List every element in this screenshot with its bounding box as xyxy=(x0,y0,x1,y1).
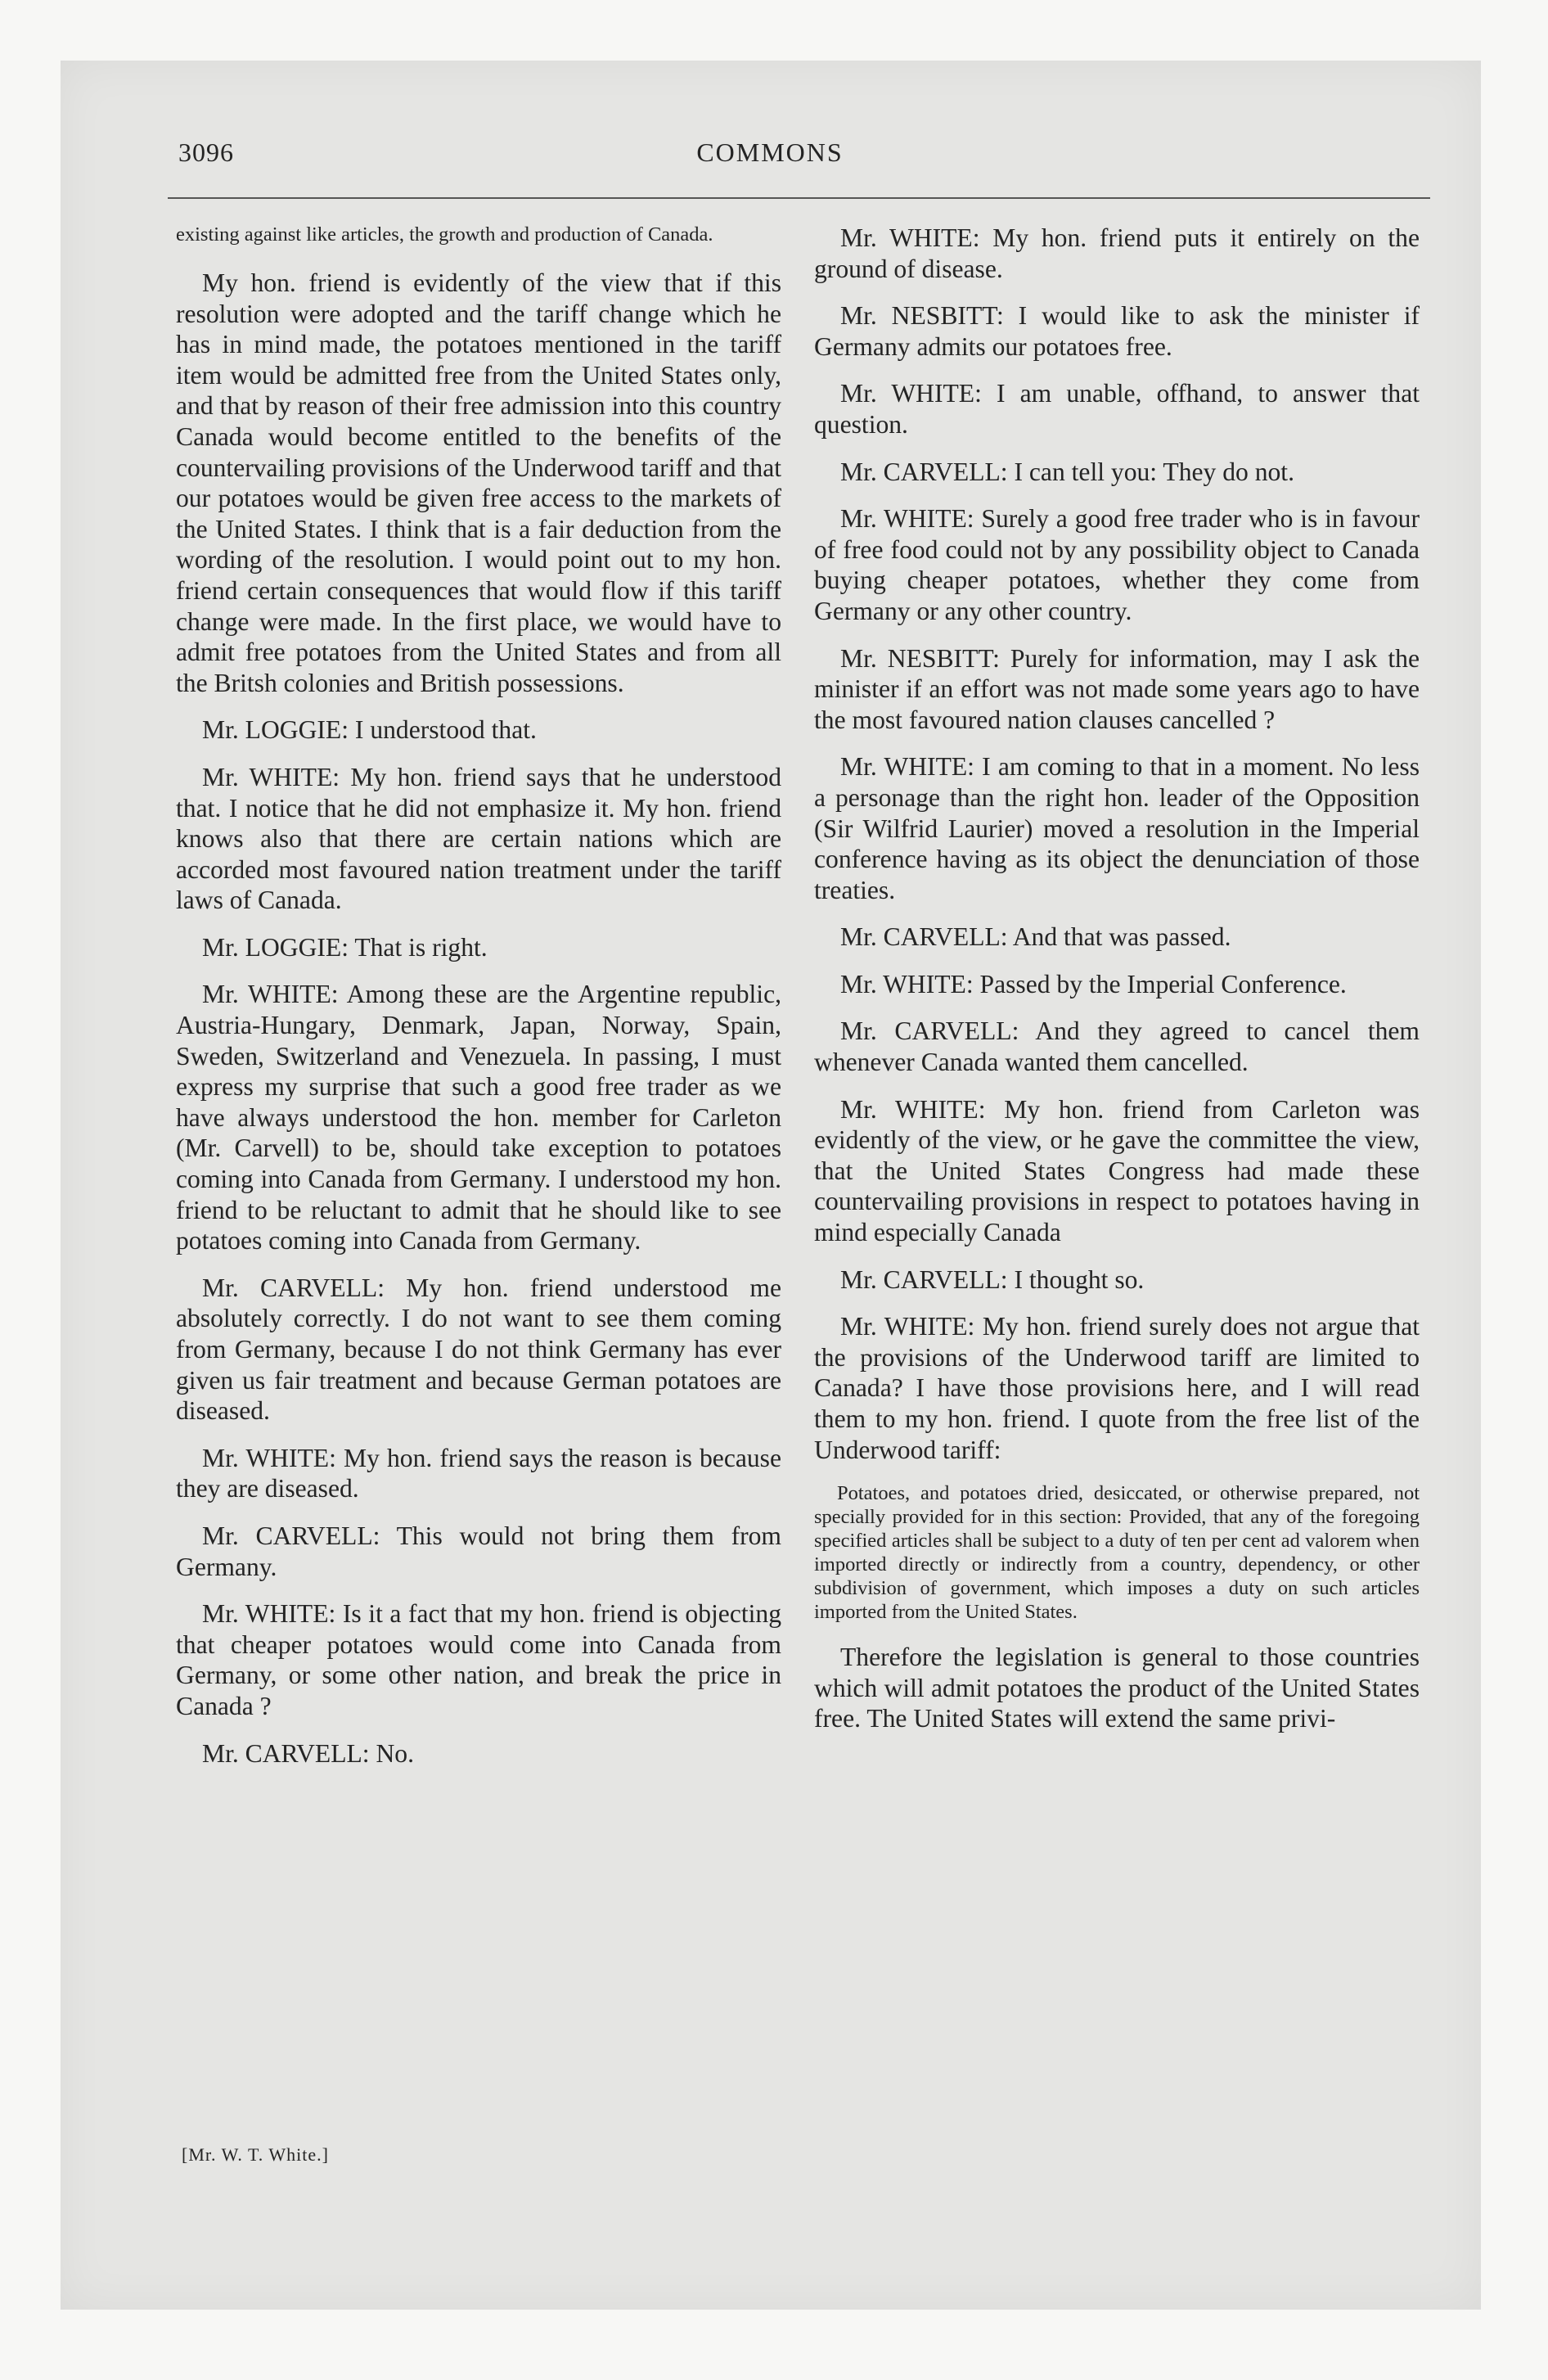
paragraph: Mr. CARVELL: No. xyxy=(202,1738,414,1768)
speaker-tag: [Mr. W. T. White.] xyxy=(182,2144,329,2165)
paragraph: Mr. WHITE: Surely a good free trader who is in favour of free food could not by any possibility object to Canada buying cheaper potatoes, whether they come from Germany or any other country. xyxy=(814,504,1420,625)
paragraph: Mr. WHITE: Among these are the Argentine republic, Austria-Hungary, Denmark, Japan, Norway, Spain, Sweden, Switzerland and Venezuela. In passing, I must express my surprise that such a good free trader as we have always understood the hon. member for Carleton (Mr. Carvell) to be, should take exception to potatoes coming into Canada from Germany. I understood my hon. friend to be reluctant to admit that he should like to see potatoes coming into Canada from Germany. xyxy=(176,980,781,1255)
paragraph: Mr. WHITE: My hon. friend says the reason is because they are diseased. xyxy=(176,1443,781,1503)
paragraph: Mr. CARVELL: And that was passed. xyxy=(840,922,1231,952)
paragraph: Mr. CARVELL: I can tell you: They do not. xyxy=(840,457,1294,486)
paragraph: Mr. WHITE: I am coming to that in a moment. No less a personage than the right hon. leader of the Opposition (Sir Wilfrid Laurier) moved a resolution in the Imperial conference having as its object the denunciation of those treaties. xyxy=(814,752,1420,904)
paragraph: Mr. CARVELL: And they agreed to cancel them whenever Canada wanted them cancelled. xyxy=(814,1016,1420,1077)
paragraph: Mr. WHITE: Is it a fact that my hon. friend is objecting that cheaper potatoes would come into Canada from Germany, or some other nation, and break the price in Canada ? xyxy=(176,1599,781,1720)
paragraph: Mr. NESBITT: Purely for information, may I ask the minister if an effort was not made some years ago to have the most favoured nation clauses cancelled ? xyxy=(814,643,1420,734)
paragraph: Mr. CARVELL: I thought so. xyxy=(840,1264,1145,1294)
paragraph: Mr. LOGGIE: I understood that. xyxy=(202,715,537,745)
paragraph: Mr. WHITE: My hon. friend puts it entirely on the ground of disease. xyxy=(814,223,1420,283)
paragraph: Mr. CARVELL: This would not bring them from Germany. xyxy=(176,1521,781,1581)
quoted-tariff-text: Potatoes, and potatoes dried, desiccated, or otherwise prepared, not specially provided for in this section: Provided, that any of the foregoing specified articles shall be subject to a duty of ten per cent ad valorem when imported directly or indirectly from a country, dependency, or other subdivision of government, which imposes a duty on such articles imported from the United States. xyxy=(814,1482,1420,1624)
paragraph: existing against like articles, the growth and production of Canada. xyxy=(176,223,713,246)
paragraph: Mr. CARVELL: My hon. friend understood me absolutely correctly. I do not want to see them coming from Germany, because I do not think Germany has ever given us fair treatment and because German potatoes are diseased. xyxy=(176,1273,781,1426)
page-header xyxy=(106,137,1433,178)
left-column xyxy=(176,223,781,1785)
header-rule xyxy=(168,197,1430,199)
paragraph: Mr. LOGGIE: That is right. xyxy=(202,932,488,962)
page-number: 3096 xyxy=(178,137,234,167)
paragraph: Mr. WHITE: I am unable, offhand, to answer that question. xyxy=(814,379,1420,439)
paragraph: Mr. WHITE: My hon. friend surely does not argue that the provisions of the Underwood tariff are limited to Canada? I have those provisions here, and I will read them to my hon. friend. I quote from the free list of the Underwood tariff: xyxy=(814,1312,1420,1464)
paragraph: Mr. WHITE: Passed by the Imperial Conference. xyxy=(840,969,1347,998)
running-head: COMMONS xyxy=(696,137,844,167)
paragraph: Therefore the legislation is general to those countries which will admit potatoes the product of the United States free. The United States will extend the same privi- xyxy=(814,1643,1420,1733)
paragraph: My hon. friend is evidently of the view that if this resolution were adopted and the tariff change which he has in mind made, the potatoes mentioned in the tariff item would be admitted free from the United States only, and that by reason of their free admission into this country Canada would become entitled to the benefits of the countervailing provisions of the Underwood tariff and that our potatoes would be given free access to the markets of the United States. I think that is a fair deduction from the wording of the resolution. I would point out to my hon. friend certain consequences that would flow if this tariff change were made. In the first place, we would have to admit free potatoes from the United States and from all the Britsh colonies and British possessions. xyxy=(176,268,781,697)
paragraph: Mr. WHITE: My hon. friend says that he understood that. I notice that he did not emphasize it. My hon. friend knows also that there are certain nations which are accorded most favoured nation treatment under the tariff laws of Canada. xyxy=(176,762,781,915)
paragraph: Mr. NESBITT: I would like to ask the minister if Germany admits our potatoes free. xyxy=(814,301,1420,361)
paragraph: Mr. WHITE: My hon. friend from Carleton was evidently of the view, or he gave the committee the view, that the United States Congress had made these countervailing provisions in respect to potatoes having in mind especially Canada xyxy=(814,1094,1420,1247)
right-column xyxy=(814,223,1420,1751)
